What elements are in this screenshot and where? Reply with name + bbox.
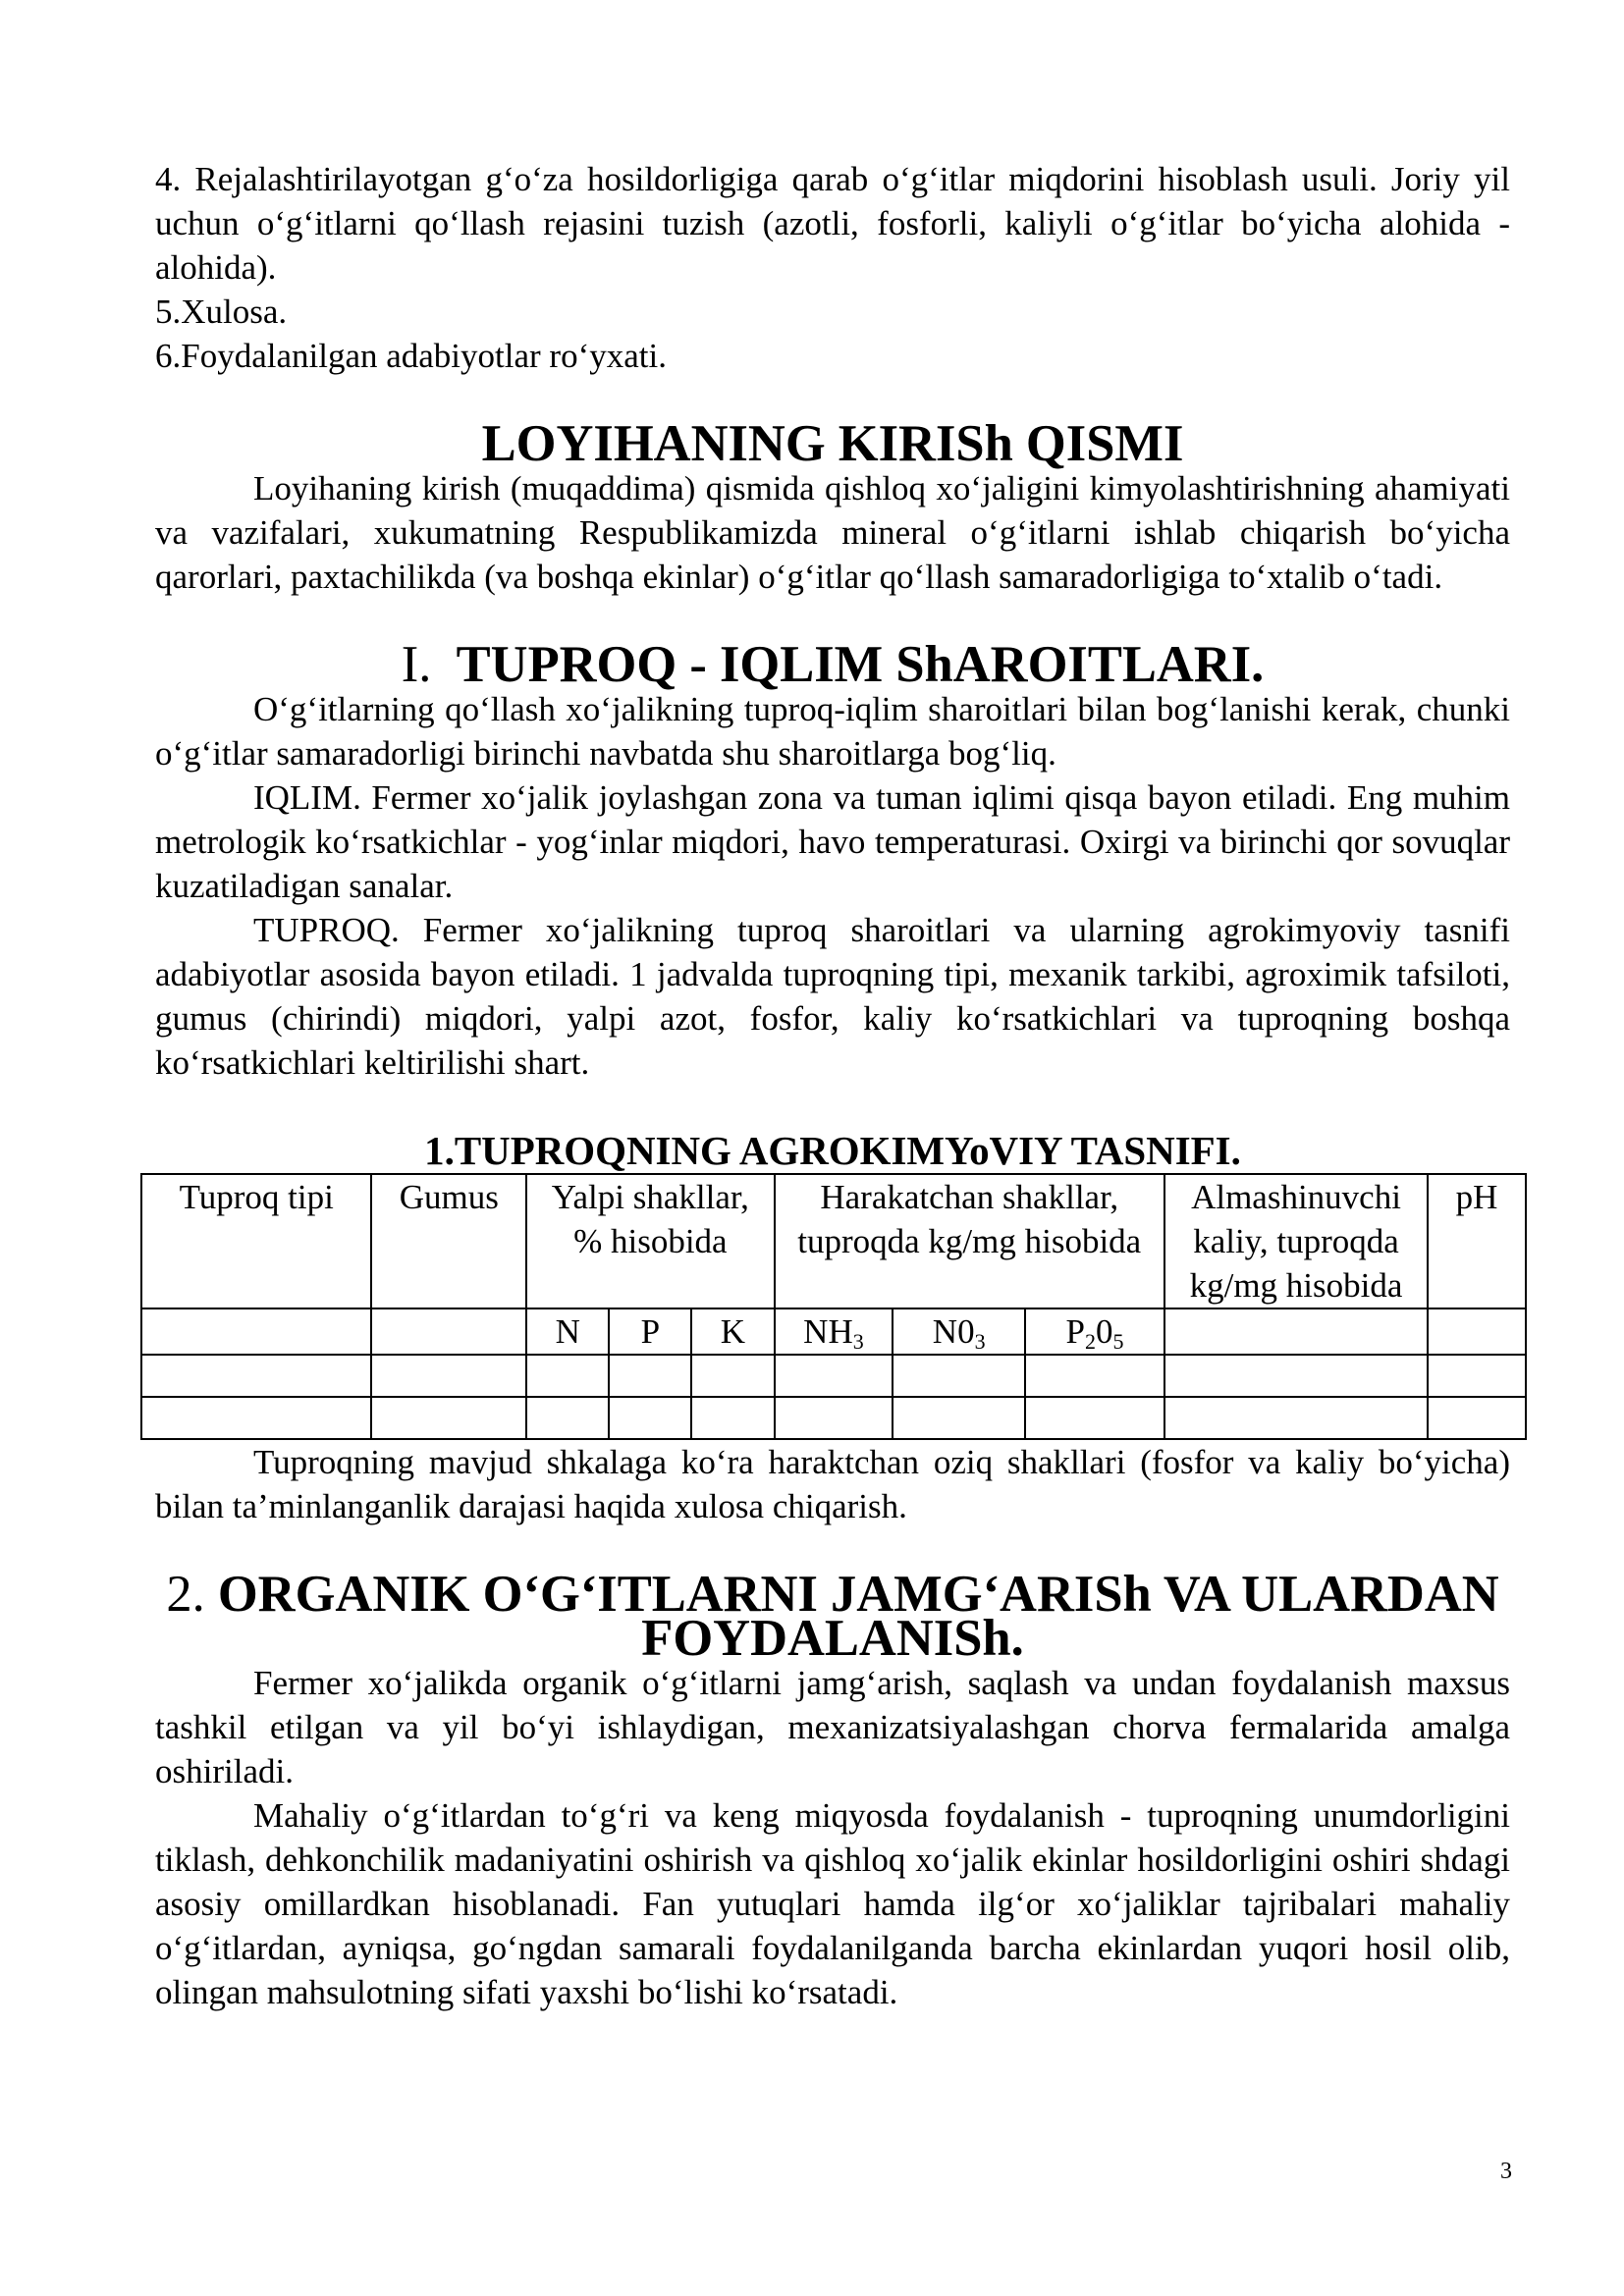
table-cell	[526, 1355, 609, 1397]
table-cell	[1428, 1397, 1526, 1439]
list-item-5: 5.Xulosa.	[155, 293, 288, 331]
table-cell	[893, 1397, 1025, 1439]
table-cell	[775, 1397, 893, 1439]
table-row	[141, 1397, 1526, 1439]
section-1-title-text: TUPROQ - IQLIM ShAROITLARI.	[456, 636, 1265, 693]
subheader-p2o5	[1025, 1308, 1164, 1355]
section-1-paragraph-1: O‘g‘itlarning qo‘llash xo‘jalikning tuproq-iqlim sharoitlari bilan bog‘lanishi kerak, chunki o‘g‘itlar samaradorligi birinchi navbatda shu sharoitlarga bog‘liq.	[155, 690, 1510, 773]
table-header-row	[141, 1174, 1526, 1308]
subheader-k: K	[691, 1308, 774, 1355]
subheader-n: N	[526, 1308, 609, 1355]
p2o5-subscript-2: 5	[1112, 1329, 1124, 1354]
table-cell	[691, 1355, 774, 1397]
p2o5-part-a: P	[1065, 1312, 1085, 1351]
p2o5-subscript-1: 2	[1084, 1329, 1096, 1354]
header-ph: pH	[1428, 1174, 1526, 1308]
nh3-subscript: 3	[852, 1329, 864, 1354]
table-row	[141, 1355, 1526, 1397]
table-cell	[141, 1397, 371, 1439]
spacer	[155, 1085, 1510, 1129]
table-cell	[609, 1397, 691, 1439]
table-cell	[1428, 1308, 1526, 1355]
header-mobile-forms: Harakatchan shakllar, tuproqda kg/mg hisobida	[775, 1174, 1164, 1308]
document-page	[155, 157, 1510, 2014]
section-2-paragraph-2: Mahaliy o‘g‘itlardan to‘g‘ri va keng miqyosda foydalanish - tuproqning unumdorligini tiklash, dehkonchilik madaniyatini oshirish va qishloq xo‘jalik ekinlar hosildorligini oshiri shdagi asosiy omillardkan hisoblanadi. Fan yutuqlari hamda ilg‘or xo‘jaliklar tajribalari mahaliy o‘g‘itlardan, ayniqsa, go‘ngdan samarali foydalanilganda barcha ekinlardan yuqori hosil olib, olingan mahsulotning sifati yaxshi bo‘lishi ko‘rsatadi.	[155, 1796, 1510, 2011]
section-2-title	[155, 1566, 1510, 1667]
after-table-paragraph: Tuproqning mavjud shkalaga ko‘ra haraktchan oziq shakllari (fosfor va kaliy bo‘yicha) bilan ta’minlanganlik darajasi haqida xulosa chiqarish.	[155, 1443, 1510, 1525]
table-cell	[1164, 1397, 1428, 1439]
section-2-title-text: ORGANIK O‘G‘ITLARNI JAMG‘ARISh VA ULARDAN FOYDALANISh.	[217, 1566, 1499, 1667]
table-cell	[1164, 1308, 1428, 1355]
header-humus: Gumus	[371, 1174, 526, 1308]
table-cell	[371, 1308, 526, 1355]
header-soil-type: Tuproq tipi	[141, 1174, 371, 1308]
table-cell	[609, 1355, 691, 1397]
table-cell	[775, 1355, 893, 1397]
table-cell	[893, 1355, 1025, 1397]
header-exchangeable-potassium: Almashinuvchi kaliy, tuproqda kg/mg hisobida	[1164, 1174, 1428, 1308]
section-intro-paragraph: Loyihaning kirish (muqaddima) qismida qishloq xo‘jaligini kimyolashtirishning ahamiyati va vazifalari, xukumatning Respublikamizda mineral o‘g‘itlarni ishlab chiqarish bo‘yicha qarorlari, paxtachilikda (va boshqa ekinlar) o‘g‘itlar qo‘llash samaradorligiga to‘xtalib o‘tadi.	[155, 469, 1510, 596]
table-caption: 1.TUPROQNING AGROKIMYoVIY TASNIFI.	[424, 1129, 1241, 1173]
table-cell	[1428, 1355, 1526, 1397]
soil-agrochemical-table	[140, 1173, 1527, 1440]
section-2-number: 2.	[166, 1566, 205, 1623]
table-cell	[371, 1355, 526, 1397]
no3-base: N0	[932, 1312, 975, 1351]
table-cell	[1025, 1355, 1164, 1397]
header-gross-forms: Yalpi shakllar, % hisobida	[526, 1174, 774, 1308]
nh3-base: NH	[803, 1312, 853, 1351]
table-cell	[526, 1397, 609, 1439]
section-1-paragraph-climate: IQLIM. Fermer xo‘jalik joylashgan zona va tuman iqlimi qisqa bayon etiladi. Eng muhim metrologik ko‘rsatkichlar - yog‘inlar miqdori, havo temperaturasi. Oxirgi va birinchi qor sovuqlar kuzatiladigan sanalar.	[155, 778, 1510, 905]
list-item-4: 4. Rejalashtirilayotgan g‘o‘za hosildorligiga qarab o‘g‘itlar miqdorini hisoblash usuli. Joriy yil uchun o‘g‘itlarni qo‘llash rejasini tuzish (azotli, fosforli, kaliyli o‘g‘itlar bo‘yicha alohida - alohida).	[155, 160, 1510, 287]
table-cell	[371, 1397, 526, 1439]
list-item-6: 6.Foydalanilgan adabiyotlar ro‘yxati.	[155, 337, 667, 375]
section-1-title	[155, 636, 1510, 693]
table-cell	[1164, 1355, 1428, 1397]
table-cell	[1025, 1397, 1164, 1439]
table-cell	[141, 1308, 371, 1355]
p2o5-part-b: 0	[1095, 1312, 1113, 1351]
subheader-no3	[893, 1308, 1025, 1355]
section-1-paragraph-soil: TUPROQ. Fermer xo‘jalikning tuproq sharoitlari va ularning agrokimyoviy tasnifi adabiyotlar asosida bayon etiladi. 1 jadvalda tuproqning tipi, mexanik tarkibi, agroximik tafsiloti, gumus (chirindi) miqdori, yalpi azot, fosfor, kaliy ko‘rsatkichlari va tuproqning boshqa ko‘rsatkichlari keltirilishi shart.	[155, 911, 1510, 1082]
table-cell	[141, 1355, 371, 1397]
section-1-number: I.	[401, 636, 432, 693]
table-subheader-row	[141, 1308, 1526, 1355]
table-cell	[691, 1397, 774, 1439]
section-intro-title: LOYIHANING KIRISh QISMI	[481, 415, 1184, 472]
page-number: 3	[1500, 2159, 1512, 2184]
subheader-p: P	[609, 1308, 691, 1355]
subheader-nh3	[775, 1308, 893, 1355]
no3-subscript: 3	[974, 1329, 986, 1354]
section-2-paragraph-1: Fermer xo‘jalikda organik o‘g‘itlarni jamg‘arish, saqlash va undan foydalanish maxsus tashkil etilgan va yil bo‘yi ishlaydigan, mexanizatsiyalashgan chorva fermalarida amalga oshiriladi.	[155, 1664, 1510, 1790]
